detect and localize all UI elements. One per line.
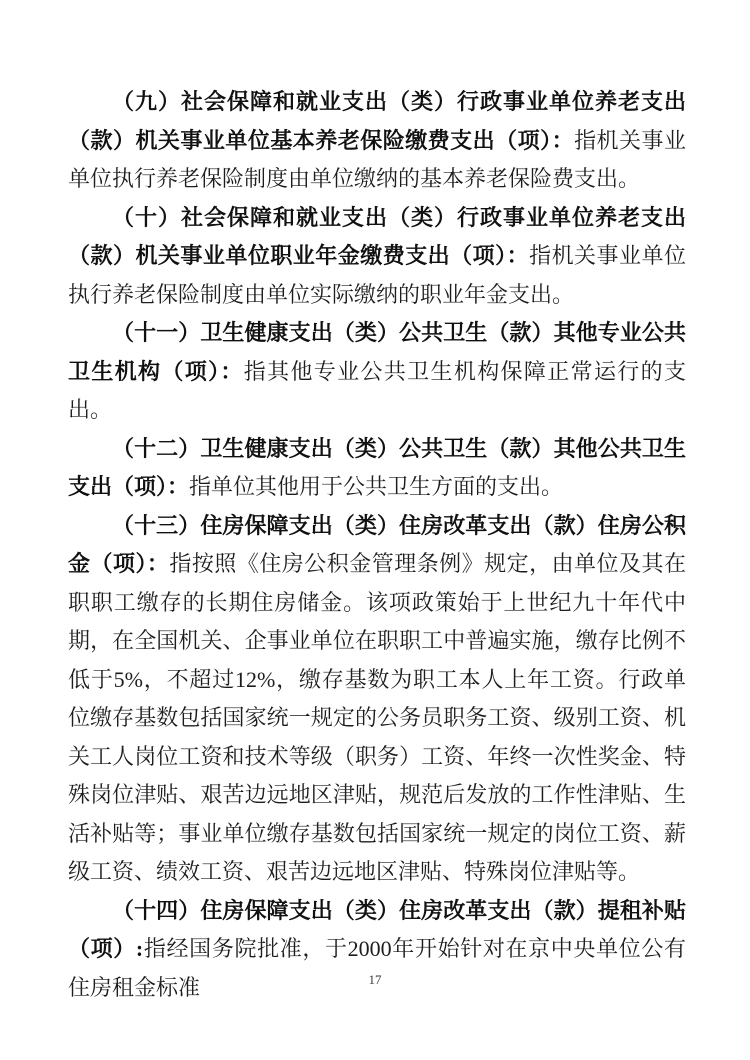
page-number: 17 [368,972,382,987]
paragraph-13-text: 指按照《住房公积金管理条例》规定，由单位及其在职职工缴存的长期住房储金。该项政策始于上世纪九十年代中期，在全国机关、企事业单位在职职工中普遍实施，缴存比例不低于5%，不超过12%，缴存基数为职工本人上年工资。行政单位缴存基数包括国家统一规定的公务员职务工资、级别工资、机关工人岗位工资和技术等级（职务）工资、年终一次性奖金、特殊岗位津贴、艰苦边远地区津贴，规范后发放的工作性津贴、生活补贴等；事业单位缴存基数包括国家统一规定的岗位工资、薪级工资、绩效工资、艰苦边远地区津贴、特殊岗位津贴等。 [68,551,686,884]
paragraph-14-heading: （十四）住房保障支出（类）住房改革支出（款）提租补贴（项）: [68,897,686,961]
paragraph-9 [68,83,686,199]
paragraph-9-heading: （九）社会保障和就业支出（类）行政事业单位养老支出（款）机关事业单位基本养老保险缴费支出（项）： [68,89,686,153]
paragraph-12-heading: （十二）卫生健康支出（类）公共卫生（款）其他公共卫生支出（项）： [68,435,686,499]
paragraph-11 [68,314,686,430]
paragraph-10-heading: （十）社会保障和就业支出（类）行政事业单位养老支出（款）机关事业单位职业年金缴费支出（项）： [68,204,686,268]
paragraph-10-text: 指机关事业单位执行养老保险制度由单位实际缴纳的职业年金支出。 [68,243,686,307]
paragraph-13 [68,507,686,892]
document-body [68,83,686,1007]
paragraph-11-heading: （十一）卫生健康支出（类）公共卫生（款）其他专业公共卫生机构（项）： [68,320,686,384]
paragraph-10 [68,199,686,315]
paragraph-9-text: 指机关事业单位执行养老保险制度由单位缴纳的基本养老保险费支出。 [68,127,686,191]
paragraph-14 [68,892,686,1008]
paragraph-12-text: 指单位其他用于公共卫生方面的支出。 [189,474,564,499]
paragraph-13-heading: （十三）住房保障支出（类）住房改革支出（款）住房公积金（项）： [68,512,686,576]
paragraph-11-text: 指其他专业公共卫生机构保障正常运行的支出。 [68,358,686,422]
paragraph-12 [68,430,686,507]
paragraph-14-text: 指经国务院批准，于2000年开始针对在京中央单位公有住房租金标准 [68,936,686,1000]
